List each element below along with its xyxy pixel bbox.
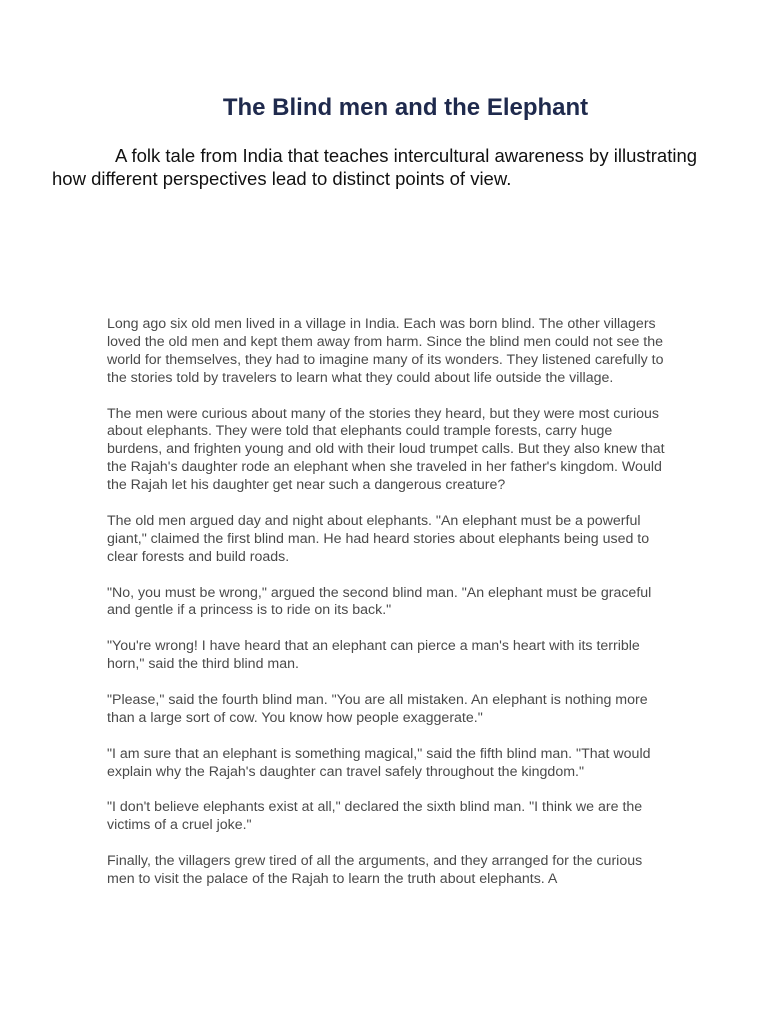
- page-title: The Blind men and the Elephant: [222, 94, 589, 121]
- story-body: [107, 316, 667, 907]
- story-paragraph: "I am sure that an elephant is something magical," said the fifth blind man. "That would explain why the Rajah's daughter can travel safely throughout the kingdom.": [107, 745, 651, 780]
- page-subtitle: A folk tale from India that teaches intercultural awareness by illustrating how different perspectives lead to distinct points of view.: [52, 145, 698, 189]
- story-paragraph: "No, you must be wrong," argued the second blind man. "An elephant must be graceful and gentle if a princess is to ride on its back.": [107, 584, 652, 619]
- story-paragraph: Finally, the villagers grew tired of all the arguments, and they arranged for the curious men to visit the palace of the Rajah to learn the truth about elephants. A: [107, 853, 643, 887]
- story-paragraph: "You're wrong! I have heard that an elephant can pierce a man's heart with its terrible horn," said the third blind man.: [107, 638, 640, 673]
- story-paragraph: Long ago six old men lived in a village in India. Each was born blind. The other villagers loved the old men and kept them away from harm. Since the blind men could not see the world for themselves, they had to imagine many of its wonders. They listened carefully to the stories told by travelers to learn what they could about life outside the village.: [107, 316, 664, 386]
- story-paragraph: "I don't believe elephants exist at all," declared the sixth blind man. "I think we are the victims of a cruel joke.": [107, 799, 643, 834]
- story-paragraph: "Please," said the fourth blind man. "You are all mistaken. An elephant is nothing more than a large sort of cow. You know how people exaggerate.": [107, 691, 648, 726]
- story-paragraph: The old men argued day and night about elephants. "An elephant must be a powerful giant," claimed the first blind man. He had heard stories about elephants being used to clear forests and build roads.: [107, 512, 650, 565]
- story-paragraph: The men were curious about many of the stories they heard, but they were most curious about elephants. They were told that elephants could trample forests, carry huge burdens, and frighten young and old with their loud trumpet calls. But they also knew that the Rajah's daughter rode an elephant when she traveled in her father's kingdom. Would the Rajah let his daughter get near such a dangerous creature?: [107, 405, 665, 494]
